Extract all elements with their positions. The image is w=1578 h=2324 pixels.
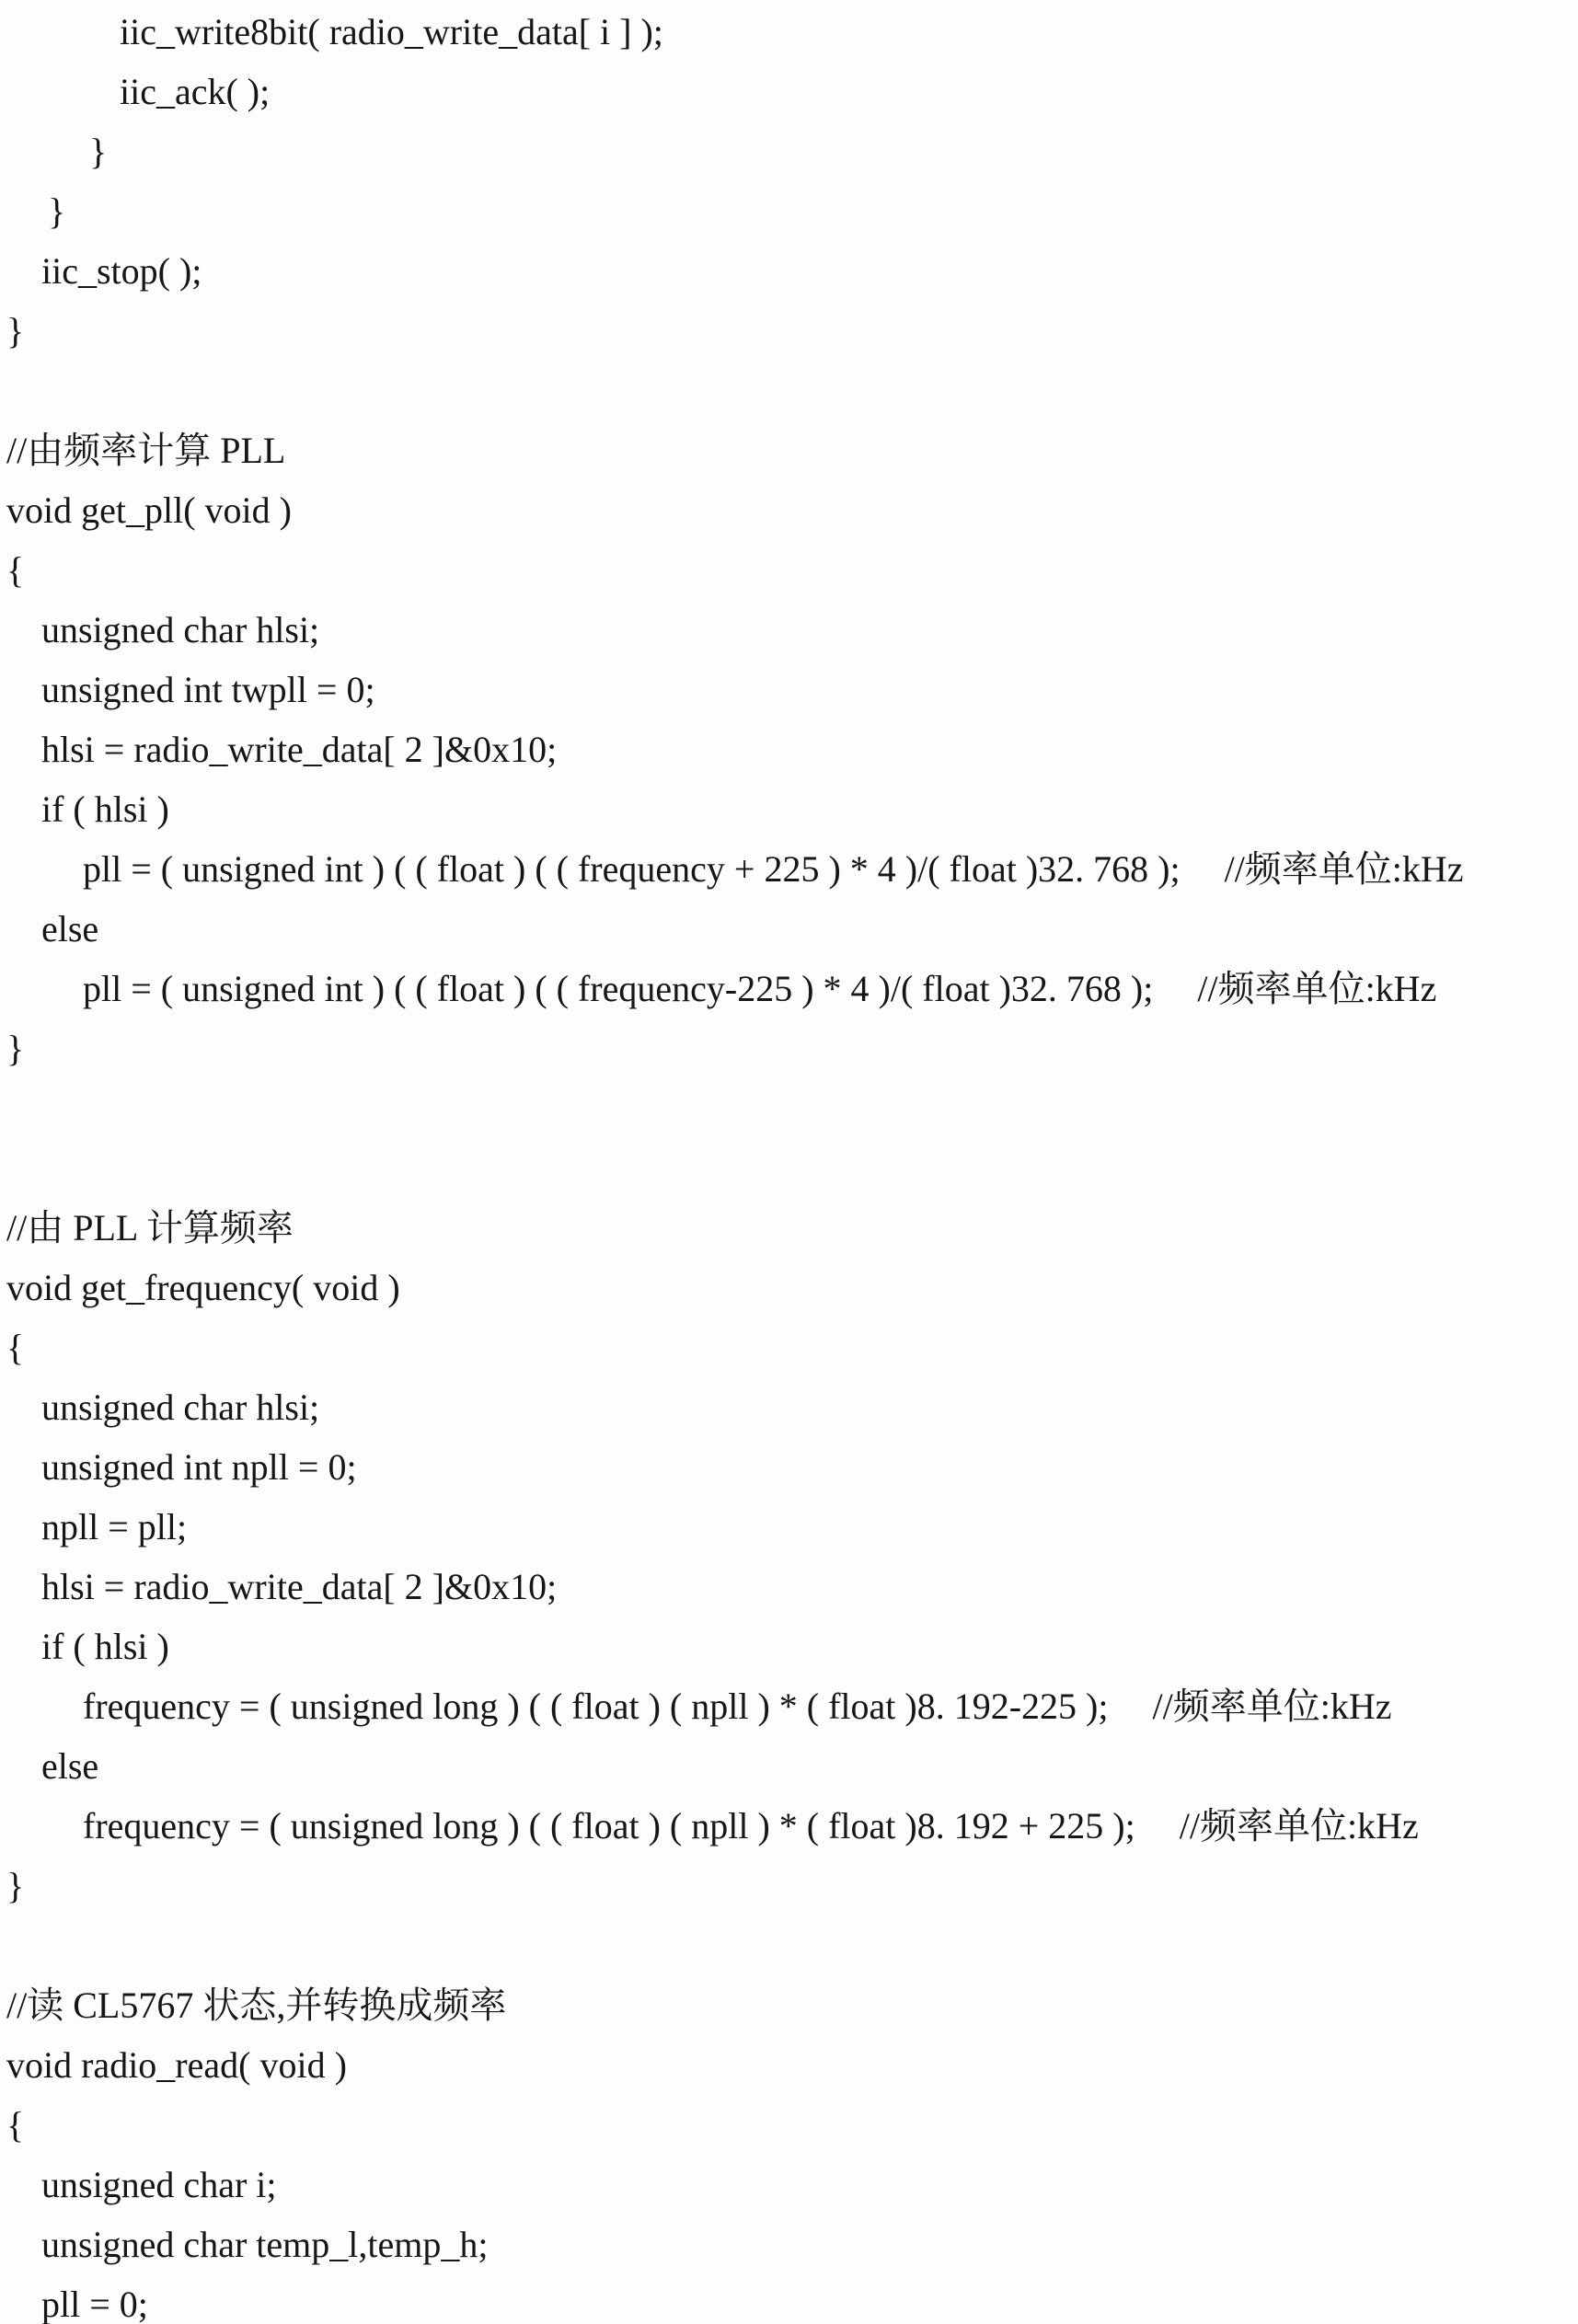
code-text: void radio_read( void ) — [6, 2044, 347, 2086]
code-text: } — [6, 1028, 25, 1069]
code-line — [0, 2215, 1578, 2274]
blank-line — [0, 1138, 1578, 1198]
code-line — [0, 2274, 1578, 2324]
code-text: unsigned char hlsi; — [41, 1386, 320, 1428]
code-text: { — [6, 1327, 25, 1368]
code-text: void get_pll( void ) — [6, 489, 292, 531]
code-line — [0, 1497, 1578, 1557]
code-text: pll = ( unsigned int ) ( ( float ) ( ( frequency + 225 ) * 4 )/( float )32. 768 ); — [83, 848, 1181, 890]
code-text: } — [89, 131, 108, 172]
comment-text: //由 PLL 计算频率 — [6, 1207, 294, 1248]
code-text: { — [6, 2104, 25, 2146]
inline-comment: //频率单位:kHz — [1152, 1685, 1392, 1727]
code-text: } — [48, 190, 66, 232]
code-line — [0, 719, 1578, 779]
code-line — [0, 600, 1578, 660]
code-line — [0, 1018, 1578, 1078]
code-text: unsigned int npll = 0; — [41, 1446, 357, 1488]
code-text: unsigned int twpll = 0; — [41, 669, 375, 710]
code-text: pll = ( unsigned int ) ( ( float ) ( ( frequency-225 ) * 4 )/( float )32. 768 ); — [83, 968, 1154, 1009]
code-text: npll = pll; — [41, 1506, 188, 1547]
code-text: hlsi = radio_write_data[ 2 ]&0x10; — [41, 729, 558, 770]
code-line — [0, 241, 1578, 301]
code-text: else — [41, 908, 99, 949]
code-text: void get_frequency( void ) — [6, 1267, 400, 1308]
code-text: } — [6, 1865, 25, 1906]
blank-line — [0, 361, 1578, 420]
code-text: { — [6, 549, 25, 591]
blank-line — [0, 1078, 1578, 1138]
code-line — [0, 1198, 1578, 1258]
code-line — [0, 1856, 1578, 1916]
code-line — [0, 1975, 1578, 2035]
code-line — [0, 1676, 1578, 1736]
code-line — [0, 2095, 1578, 2155]
code-text: unsigned char temp_l,temp_h; — [41, 2224, 489, 2265]
code-line — [0, 2035, 1578, 2095]
code-line — [0, 899, 1578, 959]
code-line — [0, 660, 1578, 719]
code-line — [0, 1437, 1578, 1497]
code-line — [0, 1258, 1578, 1317]
code-text: if ( hlsi ) — [41, 788, 169, 830]
code-text: iic_stop( ); — [41, 250, 202, 292]
code-line — [0, 2, 1578, 62]
code-line — [0, 839, 1578, 899]
inline-comment: //频率单位:kHz — [1224, 848, 1464, 890]
code-text: hlsi = radio_write_data[ 2 ]&0x10; — [41, 1566, 558, 1607]
code-text: iic_ack( ); — [120, 71, 271, 112]
code-line — [0, 959, 1578, 1018]
code-line — [0, 1317, 1578, 1377]
code-line — [0, 1377, 1578, 1437]
code-text: } — [6, 310, 25, 351]
inline-comment: //频率单位:kHz — [1179, 1805, 1419, 1847]
code-text: pll = 0; — [41, 2284, 148, 2324]
code-line — [0, 1796, 1578, 1856]
code-line — [0, 1736, 1578, 1796]
comment-text: //由频率计算 PLL — [6, 430, 286, 471]
code-line — [0, 1557, 1578, 1616]
code-line — [0, 540, 1578, 600]
code-text: iic_write8bit( radio_write_data[ i ] ); — [120, 11, 663, 52]
code-line — [0, 480, 1578, 540]
code-text: unsigned char hlsi; — [41, 609, 320, 650]
code-line — [0, 62, 1578, 121]
code-line — [0, 420, 1578, 480]
code-line — [0, 301, 1578, 361]
comment-text: //读 CL5767 状态,并转换成频率 — [6, 1985, 507, 2026]
code-line — [0, 121, 1578, 181]
blank-line — [0, 1916, 1578, 1975]
code-line — [0, 181, 1578, 241]
code-line — [0, 2155, 1578, 2215]
code-line — [0, 779, 1578, 839]
code-text: frequency = ( unsigned long ) ( ( float ) ( npll ) * ( float )8. 192 + 225 ); — [83, 1805, 1135, 1847]
code-line — [0, 1616, 1578, 1676]
inline-comment: //频率单位:kHz — [1197, 968, 1437, 1009]
code-text: frequency = ( unsigned long ) ( ( float ) ( npll ) * ( float )8. 192-225 ); — [83, 1685, 1109, 1727]
code-text: if ( hlsi ) — [41, 1626, 169, 1667]
code-text: unsigned char i; — [41, 2164, 277, 2205]
code-text: else — [41, 1745, 99, 1787]
